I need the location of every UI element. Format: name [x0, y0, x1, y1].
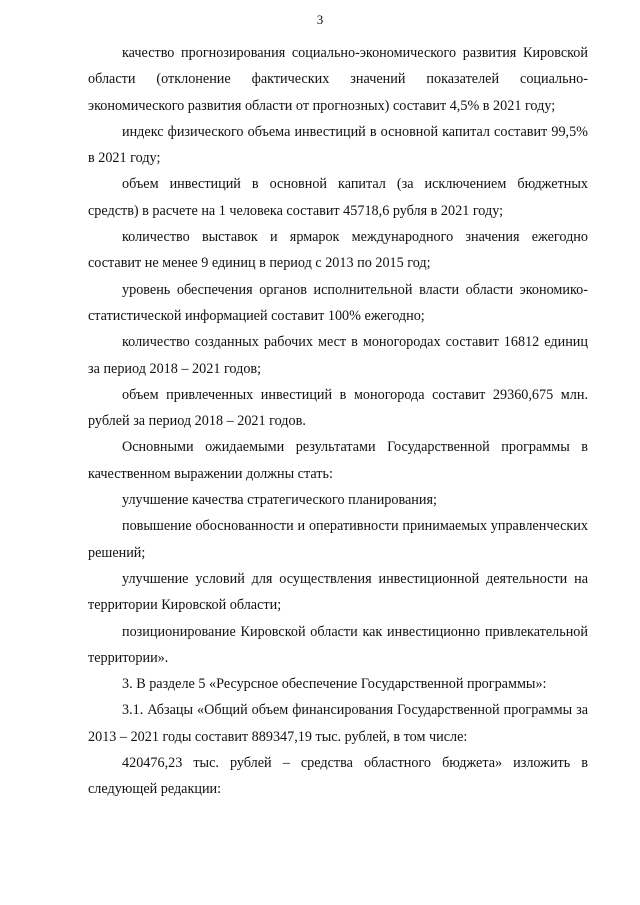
- paragraph-jobs-created: количество созданных рабочих мест в моногородах составит 16812 единиц за период 2018 – 2021 годов;: [88, 334, 588, 377]
- paragraph-investment-index: индекс физического объема инвестиций в основной капитал составит 99,5% в 2021 году;: [88, 123, 588, 167]
- paragraph-expected-results: Основными ожидаемыми результатами Государственной программы в качественном выражении должны стать:: [88, 439, 588, 482]
- paragraph-exhibitions: количество выставок и ярмарок международного значения ежегодно составит не менее 9 единиц в период с 2013 по 2015 год;: [88, 229, 588, 272]
- paragraph-section-5: 3. В разделе 5 «Ресурсное обеспечение Государственной программы»:: [122, 676, 547, 693]
- paragraph-investment-per-capita: объем инвестиций в основной капитал (за исключением бюджетных средств) в расчете на 1 человека составит 45718,6 рубля в 2021 году;: [88, 176, 588, 219]
- document-body: [88, 40, 588, 803]
- page-number: 3: [316, 12, 324, 27]
- paragraph-investment-conditions: улучшение условий для осуществления инвестиционной деятельности на территории Кировской области;: [88, 570, 588, 614]
- paragraph-statistics-provision: уровень обеспечения органов исполнительной власти области экономико-статистической информацией составит 100% ежегодно;: [88, 281, 588, 324]
- paragraph-planning-quality: улучшение качества стратегического планирования;: [122, 492, 437, 509]
- paragraph-forecast-quality: качество прогнозирования социально-экономического развития Кировской области (отклонение фактических значений показателей социально-экономического развития области от прогнозных) составит 4,5% в 2021 году;: [88, 45, 588, 114]
- paragraph-attracted-investment: объем привлеченных инвестиций в моногорода составит 29360,675 млн. рублей за период 2018 – 2021 годов.: [88, 386, 588, 430]
- paragraph-regional-budget: 420476,23 тыс. рублей – средства областного бюджета» изложить в следующей редакции:: [88, 755, 588, 798]
- paragraph-positioning: позиционирование Кировской области как инвестиционно привлекательной территории».: [88, 623, 588, 666]
- paragraph-decision-validity: повышение обоснованности и оперативности принимаемых управленческих решений;: [88, 518, 588, 561]
- paragraph-3-1: 3.1. Абзацы «Общий объем финансирования Государственной программы за 2013 – 2021 годы составит 889347,19 тыс. рублей, в том числе:: [88, 702, 588, 745]
